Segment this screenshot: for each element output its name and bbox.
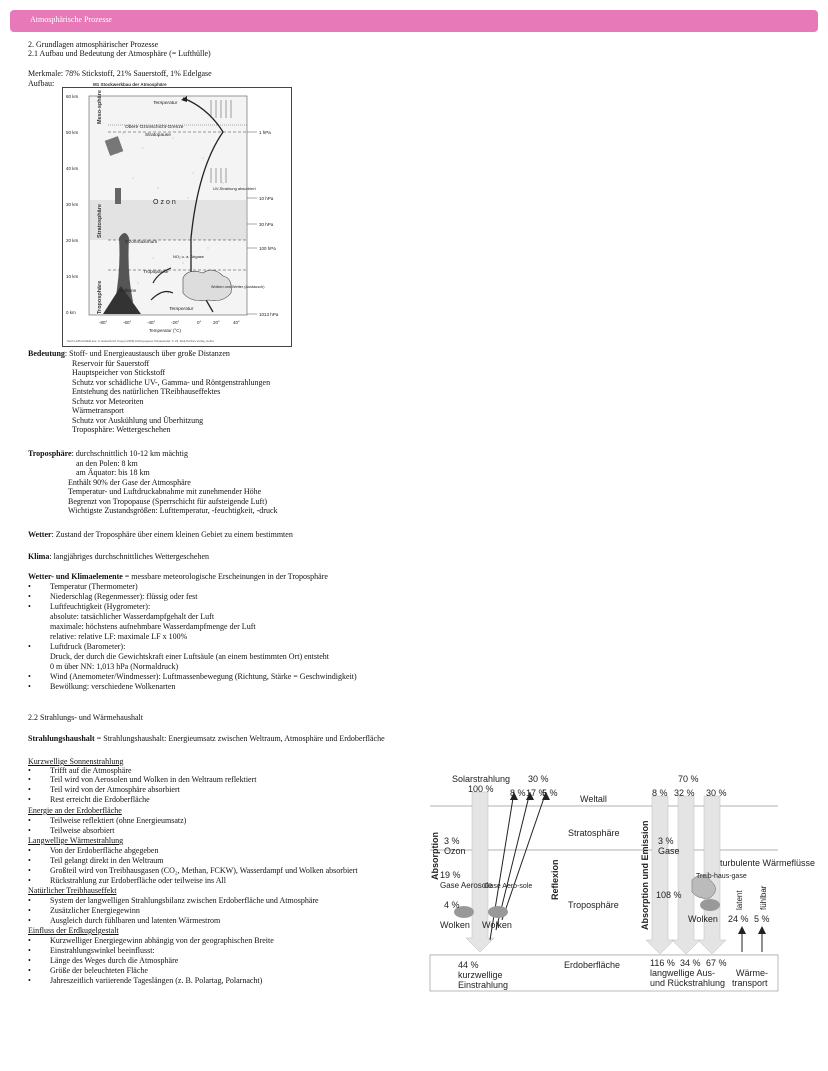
troposphere-item: am Äquator: bis 18 km (76, 468, 150, 477)
label-ozone-limit: Obere Ozonschicht-Grenze (125, 125, 184, 130)
wetter-label: Wetter (28, 530, 52, 539)
x-tick: 20° (213, 320, 220, 325)
kurzwellig-heading: Kurzwellige Sonnenstrahlung (28, 757, 124, 766)
list-subitem: relative: relative LF: maximale LF x 100% (50, 632, 188, 641)
percent-24: 24 % (728, 914, 749, 924)
list-item: • Teil wird von der Atmosphäre absorbiert (50, 785, 180, 795)
aufbau-label: Aufbau: (28, 79, 55, 88)
section-heading-radiation: 2.2 Strahlungs- und Wärmehaushalt (28, 713, 143, 722)
clouds-label: Wolken (688, 914, 718, 924)
header-bar (10, 10, 818, 32)
x-tick: -60° (123, 320, 132, 325)
list-item: • Rückstrahlung zur Erdoberfläche oder teilweise ins All (50, 876, 226, 886)
x-tick: -80° (99, 320, 108, 325)
absorption-label: Absorption (430, 832, 440, 880)
label-clouds: Wolken und Wetter (Austausch) (211, 285, 265, 289)
bedeutung-item: Schutz vor Auskühlung und Überhitzung (72, 416, 204, 425)
atmosphere-diagram (63, 88, 291, 346)
bedeutung-item: : Stoff- und Energieaustausch über große Distanzen (64, 349, 230, 358)
list-item: • Einstrahlungswinkel beeinflusst: (50, 946, 155, 956)
treibhaus-heading: Natürlicher Treibhauseffekt (28, 886, 117, 895)
list-item: • Niederschlag (Regenmesser): flüssig oder fest (50, 592, 198, 602)
tick-label: 40 km (66, 166, 79, 171)
earth-surface-label: Erdoberfläche (564, 960, 621, 970)
troposphere-label: Troposphäre (28, 449, 72, 458)
label-ozone: Ozon (153, 199, 178, 206)
label-stratopause: Stratopause (145, 133, 171, 138)
subsection-heading: 2.1 Aufbau und Bedeutung der Atmosphäre (= Lufthülle) (28, 49, 211, 58)
shortwave-label: kurzwellige (458, 970, 503, 980)
list-item: • Länge des Weges durch die Atmosphäre (50, 956, 178, 966)
tick-label: 30 km (66, 202, 79, 207)
percent-4: 4 % (444, 900, 460, 910)
tick-label: 20 km (66, 238, 79, 243)
label-temperature-bottom: Temperatur (169, 307, 194, 312)
list-item: • Kurzwelliger Energiegewinn abhängig von der geographischen Breite (50, 936, 274, 946)
klima-label: Klima (28, 552, 50, 561)
backradiation-label: und Rückstrahlung (650, 978, 726, 988)
label-temperature-top: Temperatur (153, 101, 178, 106)
label-ozone-max: Ozonmaximum (125, 240, 158, 245)
radiation-label: Strahlungshaushalt (28, 734, 95, 743)
solar-percent: 100 % (468, 784, 494, 794)
reflection-total: 30 % (528, 774, 549, 784)
list-subitem: maximale: höchstens aufnehmbare Wasserdampfmenge der Luft (50, 622, 256, 631)
reflection-part: 17 % (526, 788, 547, 798)
troposphere-line: Troposphäre: durchschnittlich 10-12 km mächtig (28, 449, 188, 458)
troposphere-label: Troposphäre (568, 900, 619, 910)
longwave-part: 8 % (652, 788, 668, 798)
radiation-line: Strahlungshaushalt = Strahlungshaushalt: Energieumsatz zwischen Weltraum, Atmosphäre und Erdoberfläche (28, 734, 385, 743)
list-item: • Temperatur (Thermometer) (50, 582, 138, 592)
gases-aerosols: Gase Aerosole (440, 881, 493, 890)
turbulent-flux-label: turbulente Wärmeflüsse (720, 858, 816, 868)
solar-label: Solarstrahlung (452, 774, 511, 784)
longwave-total: 70 % (678, 774, 699, 784)
erdkugel-heading: Einfluss der Erdkugelgestalt (28, 926, 119, 935)
bedeutung-item: Reservoir für Sauerstoff (72, 359, 150, 368)
longwave-label: langwellige Aus- (650, 968, 716, 978)
elements-label: Wetter- und Klimaelemente (28, 572, 123, 581)
x-tick: 0° (197, 320, 202, 325)
x-axis-label: Temperatur (°C) (149, 328, 182, 333)
transport-label: transport (732, 978, 768, 988)
merkmale-line: Merkmale: 78% Stickstoff, 21% Sauerstoff, 1% Edelgase (28, 69, 212, 78)
layer-label-mesosphere: Meso-sphäre (97, 90, 103, 124)
list-item: • Trifft auf die Atmosphäre (50, 766, 132, 776)
list-item: • System der langwelligen Strahlungsbilanz zwischen Erdoberfläche und Atmosphäre (50, 896, 319, 906)
pressure-label: 1 hPa (259, 130, 271, 135)
longwave-part: 30 % (706, 788, 727, 798)
list-subitem: absolute: tatsächlicher Wasserdampfgehalt der Luft (50, 612, 215, 621)
tick-label: 10 km (66, 274, 79, 279)
bedeutung-item: Entstehung des natürlichen TReibhauseffektes (72, 387, 221, 396)
list-subitem: 0 m über NN: 1,013 hPa (Normaldruck) (50, 662, 179, 671)
troposphere-item: Temperatur- und Luftdruckabnahme mit zunehmender Höhe (68, 487, 262, 496)
troposphere-item: Enthält 90% der Gase der Atmosphäre (68, 478, 191, 487)
label-volcanoes: Vulkane (119, 289, 137, 294)
list-item: • Größe der beleuchteten Fläche (50, 966, 148, 976)
greenhouse-gases-label: Treib-haus-gase (696, 873, 747, 880)
bedeutung-item: Schutz vor Meteoriten (72, 397, 144, 406)
energie-heading: Energie an der Erdoberfläche (28, 806, 122, 815)
troposphere-item: an den Polen: 8 km (76, 459, 138, 468)
pressure-label: 10 hPa (259, 196, 274, 201)
latent-label: latent (735, 890, 744, 910)
list-item: • Luftdruck (Barometer): (50, 642, 125, 652)
radiation-budget-diagram (430, 770, 816, 992)
label-uv: UV-Strahlung absorbiert (213, 186, 256, 191)
list-item: • Ausgleich durch fühlbaren und latenten Wärmestrom (50, 916, 220, 926)
list-item: • Teil wird von Aerosolen und Wolken in den Weltraum reflektiert (50, 775, 256, 785)
weltall-label: Weltall (580, 794, 607, 804)
bedeutung-item: Schutz vor schädliche UV-, Gamma- und Röntgenstrahlungen (72, 378, 271, 387)
clouds-label: Wolken (482, 920, 512, 930)
troposphere-item: Begrenzt von Tropopause (Sperrschicht für aufsteigende Luft) (68, 497, 268, 506)
absorption-emission-label: Absorption und Emission (640, 820, 650, 930)
troposphere-item: Wichtigste Zustandsgrößen: Lufttemperatur, -feuchtigkeit, -druck (68, 506, 278, 515)
x-tick: -20° (171, 320, 180, 325)
percent-108: 108 % (656, 890, 682, 900)
bedeutung-item: Wärmetransport (72, 406, 124, 415)
x-tick: 40° (233, 320, 240, 325)
gases-label: Gase (658, 846, 680, 856)
radiation-budget-figure (430, 770, 816, 992)
list-item: • Teil gelangt direkt in den Weltraum (50, 856, 164, 866)
pressure-label: 100 hPa (259, 246, 276, 251)
figure-credit: Nach LAPLACHER aus: U. Eukatz/H.M. Koepp (2005) Anthropogener Klimawandel, S. 26, Klett-Perthes Verlag, Gotha (67, 339, 214, 343)
layer-label-troposphere: Troposphäre (97, 280, 103, 314)
bedeutung-line (28, 349, 230, 359)
ozone-percent: 3 % (444, 836, 460, 846)
bottom-percent: 67 % (706, 958, 727, 968)
langwellig-heading: Langwellige Wärmestrahlung (28, 836, 124, 845)
percent-19: 19 % (440, 870, 461, 880)
reflection-part: 5 % (542, 788, 558, 798)
atmosphere-structure-figure (62, 82, 292, 347)
bedeutung-label: Bedeutung (28, 349, 65, 358)
klima-line: Klima: langjähriges durchschnittliches Wettergeschehen (28, 552, 210, 561)
bedeutung-item: Troposphäre: Wettergeschehen (72, 425, 171, 434)
bottom-percent: 116 % (650, 958, 675, 968)
elements-line: Wetter- und Klimaelemente = messbare meteorologische Erscheinungen in der Troposphäre (28, 572, 328, 581)
wetter-line: Wetter: Zustand der Troposphäre über einem kleinen Gebiet zu einem bestimmten (28, 530, 293, 539)
ozone-label: Ozon (444, 846, 466, 856)
section-heading: 2. Grundlagen atmosphärischer Prozesse (28, 40, 159, 49)
list-item: • Wind (Anemometer/Windmesser): Luftmassenbewegung (Richtung, Stärke = Geschwindigkeit) (50, 672, 357, 682)
heat-label: Wärme- (736, 968, 768, 978)
list-subitem: Druck, der durch die Gewichtskraft einer Luftsäule (an einem bestimmten Ort) entsteht (50, 652, 330, 661)
stratosphere-label: Stratosphäre (568, 828, 620, 838)
pressure-label: 30 hPa (259, 222, 274, 227)
percent-44: 44 % (458, 960, 479, 970)
list-item: • Rest erreicht die Erdoberfläche (50, 795, 150, 805)
tick-label: 0 km (66, 310, 76, 315)
bottom-percent: 34 % (680, 958, 701, 968)
list-item: • Teilweise absorbiert (50, 826, 115, 836)
layer-label-stratosphere: Stratosphäre (97, 204, 103, 238)
reflection-part: 8 % (510, 788, 526, 798)
percent-5: 5 % (754, 914, 770, 924)
list-item: • Jahreszeitlich variierende Tageslängen (z. B. Polartag, Polarnacht) (50, 976, 262, 986)
gases-percent: 3 % (658, 836, 674, 846)
label-no2: NO₂ u. a. Abgase (173, 254, 204, 259)
list-item: • Von der Erdoberfläche abgegeben (50, 846, 158, 856)
list-item: • Luftfeuchtigkeit (Hygrometer): (50, 602, 150, 612)
x-tick: -40° (147, 320, 156, 325)
list-item: • Bewölkung: verschiedene Wolkenarten (50, 682, 175, 692)
page-title: Atmosphärische Prozesse (30, 15, 112, 24)
tick-label: 50 km (66, 130, 79, 135)
list-item: • Zusätzlicher Energiegewinn (50, 906, 140, 916)
list-item: • Großteil wird von Treibhausgasen (CO₂, Methan, FCKW), Wasserdampf und Wolken absorbiert (50, 866, 358, 876)
longwave-part: 32 % (674, 788, 695, 798)
bedeutung-item: Hauptspeicher von Stickstoff (72, 368, 166, 377)
sensible-label: fühlbar (759, 885, 768, 910)
pressure-label: 1013 hPa (259, 312, 279, 317)
figure-caption: M1 Stockwerkbau der Atmosphäre (93, 82, 167, 87)
list-item: • Teilweise reflektiert (ohne Energieumsatz) (50, 816, 186, 826)
gases-aerosols-2: Gase Aero-sole (484, 883, 533, 890)
incoming-label: Einstrahlung (458, 980, 509, 990)
label-tropopause: Tropopause (143, 270, 169, 275)
tick-label: 60 km (66, 94, 79, 99)
clouds-label: Wolken (440, 920, 470, 930)
reflection-label: Reflexion (550, 859, 560, 900)
